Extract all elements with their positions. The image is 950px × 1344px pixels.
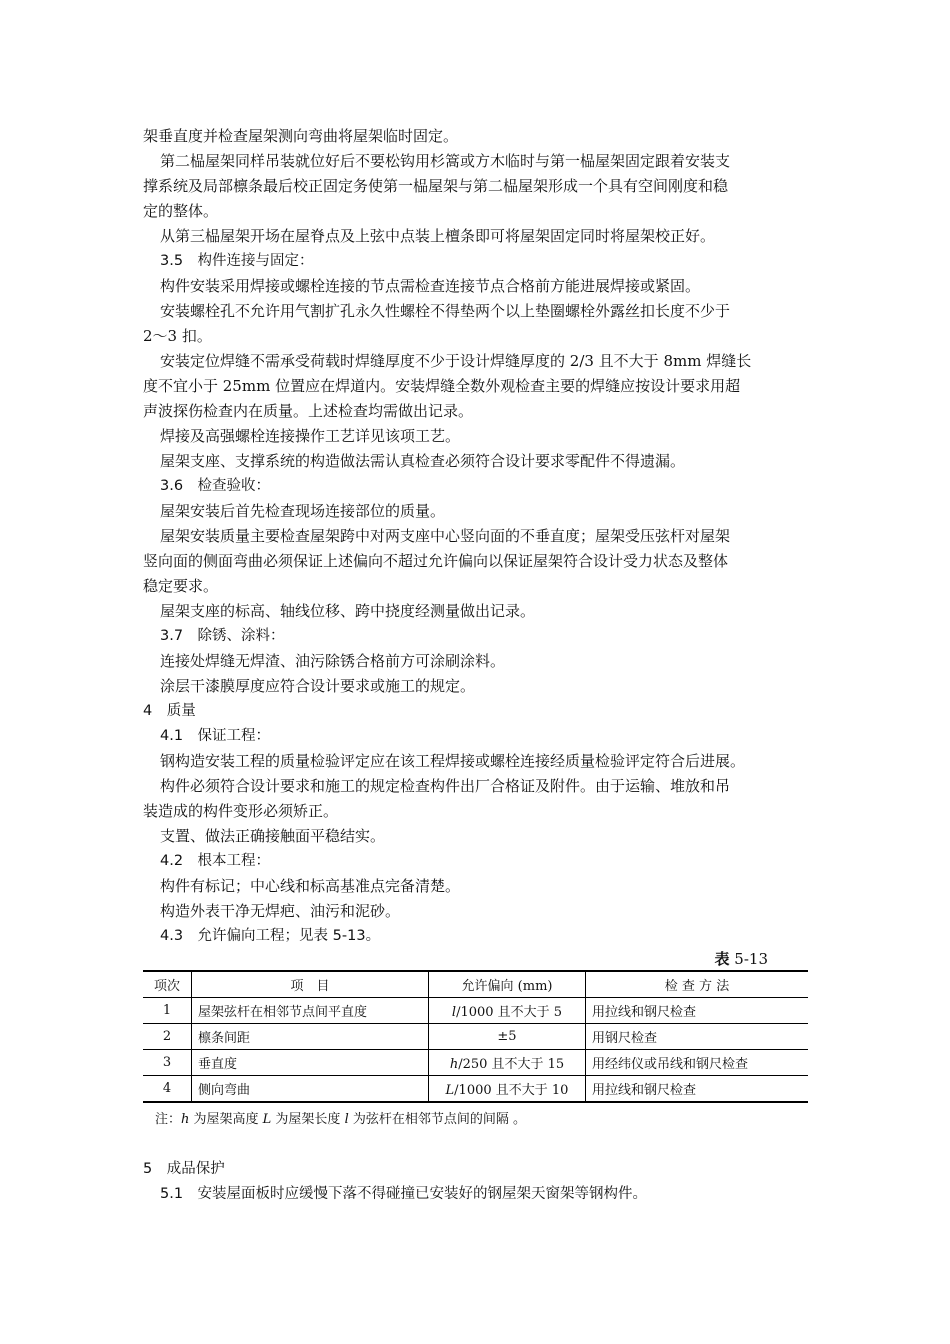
chapter-heading: 4 质量 — [143, 703, 196, 719]
paragraph: 钢构造安装工程的质量检验评定应在该工程焊接或螺栓连接经质量检验评定符合后进展。 — [160, 752, 746, 770]
paragraph: 屋架安装后首先检查现场连接部位的质量。 — [160, 502, 446, 520]
section-heading: 3.7 除锈、涂料： — [160, 628, 285, 644]
paragraph: 构件有标记；中心线和标高基准点完备清楚。 — [160, 877, 461, 895]
paragraph: 装造成的构件变形必须矫正。 — [143, 802, 339, 820]
section-heading: 4.1 保证工程： — [160, 728, 271, 744]
table-note: 注：h 为屋架高度 L 为屋架长度 l 为弦杆在相邻节点间的间隔 。 — [155, 1112, 526, 1127]
table-caption: 表 5-13 — [714, 950, 768, 968]
section-heading: 3.5 构件连接与固定： — [160, 253, 314, 269]
paragraph: 屋架安装质量主要检查屋架跨中对两支座中心竖向面的不垂直度；屋架受压弦杆对屋架 — [160, 527, 731, 545]
deviation-table — [143, 970, 808, 1103]
paragraph: 构件安装采用焊接或螺栓连接的节点需检查连接节点合格前方能进展焊接或紧固。 — [160, 277, 701, 295]
paragraph: 竖向面的侧面弯曲必须保证上述偏向不超过允许偏向以保证屋架符合设计受力状态及整体 — [143, 552, 729, 570]
header-deviation: 允许偏向 (mm) — [429, 971, 586, 998]
paragraph: 第二榀屋架同样吊装就位好后不要松钩用杉篙或方木临时与第一榀屋架固定跟着安装支 — [160, 152, 731, 170]
table-row: 1 屋架弦杆在相邻节点间平直度 l/1000 且不大于 5 用拉线和钢尺检查 — [143, 998, 808, 1024]
paragraph: 声波探伤检查内在质量。上述检查均需做出记录。 — [143, 402, 474, 420]
paragraph: 屋架支座的标高、轴线位移、跨中挠度经测量做出记录。 — [160, 602, 536, 620]
section-heading: 5.1 安装屋面板时应缓慢下落不得碰撞已安装好的钢屋架天窗架等钢构件。 — [160, 1186, 648, 1202]
paragraph: 定的整体。 — [143, 202, 219, 220]
section-heading: 4.2 根本工程： — [160, 853, 271, 869]
paragraph: 稳定要求。 — [143, 577, 219, 595]
paragraph: 2～3 扣。 — [143, 327, 212, 345]
section-heading: 4.3 允许偏向工程；见表 5-13。 — [160, 928, 381, 944]
paragraph: 支置、做法正确接触面平稳结实。 — [160, 827, 386, 845]
table-row: 3 垂直度 h/250 且不大于 15 用经纬仪或吊线和钢尺检查 — [143, 1050, 808, 1076]
paragraph: 构造外表干净无焊疤、油污和泥砂。 — [160, 902, 401, 920]
paragraph: 焊接及高强螺栓连接操作工艺详见该项工艺。 — [160, 427, 461, 445]
paragraph: 安装螺栓孔不允许用气割扩孔永久性螺栓不得垫两个以上垫圈螺栓外露丝扣长度不少于 — [160, 302, 731, 320]
paragraph: 安装定位焊缝不需承受荷载时焊缝厚度不少于设计焊缝厚度的 2/3 且不大于 8mm 焊缝长 — [160, 352, 752, 370]
paragraph: 连接处焊缝无焊渣、油污除锈合格前方可涂刷涂料。 — [160, 652, 506, 670]
paragraph: 度不宜小于 25mm 位置应在焊道内。安装焊缝全数外观检查主要的焊缝应按设计要求用超 — [143, 377, 741, 395]
paragraph: 从第三榀屋架开场在屋脊点及上弦中点装上檀条即可将屋架固定同时将屋架校正好。 — [160, 227, 716, 245]
paragraph: 涂层干漆膜厚度应符合设计要求或施工的规定。 — [160, 677, 476, 695]
header-method: 检 查 方 法 — [586, 971, 809, 998]
table-row: 2 檩条间距 ±5 用钢尺检查 — [143, 1024, 808, 1050]
header-no: 项次 — [143, 971, 192, 998]
paragraph: 构件必须符合设计要求和施工的规定检查构件出厂合格证及附件。由于运输、堆放和吊 — [160, 777, 731, 795]
chapter-heading: 5 成品保护 — [143, 1161, 225, 1177]
paragraph: 撑系统及局部檩条最后校正固定务使第一榀屋架与第二榀屋架形成一个具有空间刚度和稳 — [143, 177, 729, 195]
table-row: 4 侧向弯曲 L/1000 且不大于 10 用拉线和钢尺检查 — [143, 1076, 808, 1103]
paragraph: 屋架支座、支撑系统的构造做法需认真检查必须符合设计要求零配件不得遗漏。 — [160, 452, 686, 470]
table-header-row — [143, 971, 808, 998]
paragraph: 架垂直度并检查屋架测向弯曲将屋架临时固定。 — [143, 127, 459, 145]
header-item: 项 目 — [192, 971, 429, 998]
section-heading: 3.6 检查验收： — [160, 478, 271, 494]
